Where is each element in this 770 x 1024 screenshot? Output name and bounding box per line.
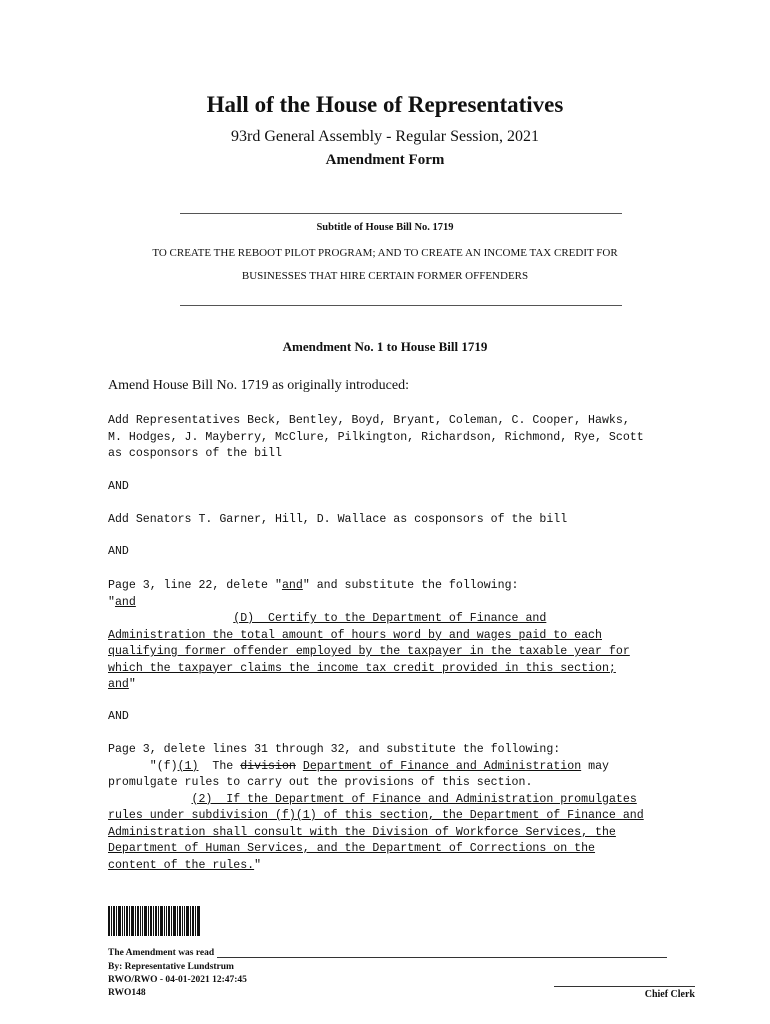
amendment-1-line bbox=[108, 677, 630, 694]
subtitle-line-1: TO CREATE THE REBOOT PILOT PROGRAM; AND TO CREATE AN INCOME TAX CREDIT FOR bbox=[152, 247, 618, 259]
amendment-1-insert-line: Administration the total amount of hours word by and wages paid to each bbox=[108, 628, 602, 642]
timestamp-line: RWO/RWO - 04-01-2021 12:47:45 bbox=[108, 975, 247, 985]
amendment-2-line: Page 3, delete lines 31 through 32, and substitute the following: bbox=[108, 743, 561, 756]
session-line: 93rd General Assembly - Regular Session, 2021 bbox=[231, 128, 539, 145]
text-span: " and substitute the following: bbox=[302, 579, 519, 592]
cosponsors-line: as cosponsors of the bill bbox=[108, 447, 282, 460]
indent bbox=[108, 760, 150, 773]
underlined-text: content of the rules. bbox=[108, 858, 255, 872]
form-name: Amendment Form bbox=[325, 152, 445, 168]
amendment-2-line bbox=[108, 858, 644, 875]
and-separator: AND bbox=[108, 710, 129, 723]
barcode-icon bbox=[108, 906, 200, 936]
cosponsors-paragraph bbox=[108, 413, 644, 463]
subtitle-line-2: BUSINESSES THAT HIRE CERTAIN FORMER OFFENDERS bbox=[241, 270, 529, 282]
amendment-2-line: promulgate rules to carry out the provisions of this section. bbox=[108, 776, 533, 789]
amendment-1-insert-line: qualifying former offender employed by the taxpayer in the taxable year for bbox=[108, 645, 630, 658]
amendment-2-clause-2 bbox=[108, 792, 644, 809]
cosponsors-line: M. Hodges, J. Mayberry, McClure, Pilkington, Richardson, Richmond, Rye, Scott bbox=[108, 430, 644, 444]
text-span: may bbox=[581, 759, 609, 773]
amendment-1-block bbox=[108, 578, 630, 694]
underlined-text: (2) If the Department of Finance and Administration promulgates bbox=[191, 792, 637, 806]
page-title: Hall of the House of Representatives bbox=[206, 92, 564, 117]
cosponsors-line: Add Representatives Beck, Bentley, Boyd, Bryant, Coleman, C. Cooper, Hawks, bbox=[108, 414, 630, 427]
text-span: The bbox=[198, 759, 241, 773]
intro-line: Amend House Bill No. 1719 as originally introduced: bbox=[108, 378, 409, 393]
quote-mark: " bbox=[128, 678, 136, 691]
amendment-read-line bbox=[108, 948, 667, 958]
subtitle-label: Subtitle of House Bill No. 1719 bbox=[316, 222, 454, 233]
amendment-1-line bbox=[108, 578, 630, 595]
top-divider bbox=[180, 213, 622, 214]
underlined-word: and bbox=[281, 579, 303, 592]
and-separator: AND bbox=[108, 480, 129, 493]
underlined-word: and bbox=[114, 595, 136, 609]
amendment-1-clause-d bbox=[108, 611, 630, 628]
bottom-divider bbox=[180, 305, 622, 306]
sponsor-line: By: Representative Lundstrum bbox=[108, 962, 234, 972]
code-line: RWO148 bbox=[108, 988, 146, 998]
text-span bbox=[296, 760, 303, 773]
amendment-2-insert-line: rules under subdivision (f)(1) of this section, the Department of Finance and bbox=[108, 809, 644, 822]
underlined-text: (1) bbox=[177, 759, 199, 773]
struck-word: division bbox=[240, 759, 296, 773]
underlined-text: (D) Certify to the Department of Finance and bbox=[233, 612, 547, 625]
clerk-signature-line bbox=[554, 986, 695, 987]
text-span: Page 3, line 22, delete " bbox=[108, 579, 282, 592]
indent bbox=[108, 612, 233, 625]
read-signature-line bbox=[217, 948, 667, 958]
indent bbox=[108, 793, 192, 806]
amendment-2-insert-line: Department of Human Services, and the Department of Corrections on the bbox=[108, 842, 596, 855]
quote-mark: " bbox=[254, 858, 262, 872]
quote-mark: " bbox=[108, 595, 115, 609]
amendment-title: Amendment No. 1 to House Bill 1719 bbox=[282, 339, 488, 354]
text-span: "(f) bbox=[149, 759, 178, 773]
and-separator: AND bbox=[108, 545, 129, 558]
amendment-2-line bbox=[108, 759, 644, 776]
amendment-2-insert-line: Administration shall consult with the Division of Workforce Services, the bbox=[108, 825, 616, 839]
senators-line: Add Senators T. Garner, Hill, D. Wallace as cosponsors of the bill bbox=[108, 513, 568, 526]
chief-clerk-label: Chief Clerk bbox=[644, 989, 695, 1000]
amendment-1-insert-line: which the taxpayer claims the income tax credit provided in this section; bbox=[108, 661, 616, 675]
underlined-word: and bbox=[108, 678, 129, 691]
amendment-2-block bbox=[108, 742, 644, 874]
amendment-1-line bbox=[108, 595, 630, 612]
read-label: The Amendment was read bbox=[108, 948, 215, 958]
underlined-text: Department of Finance and Administration bbox=[302, 759, 582, 773]
